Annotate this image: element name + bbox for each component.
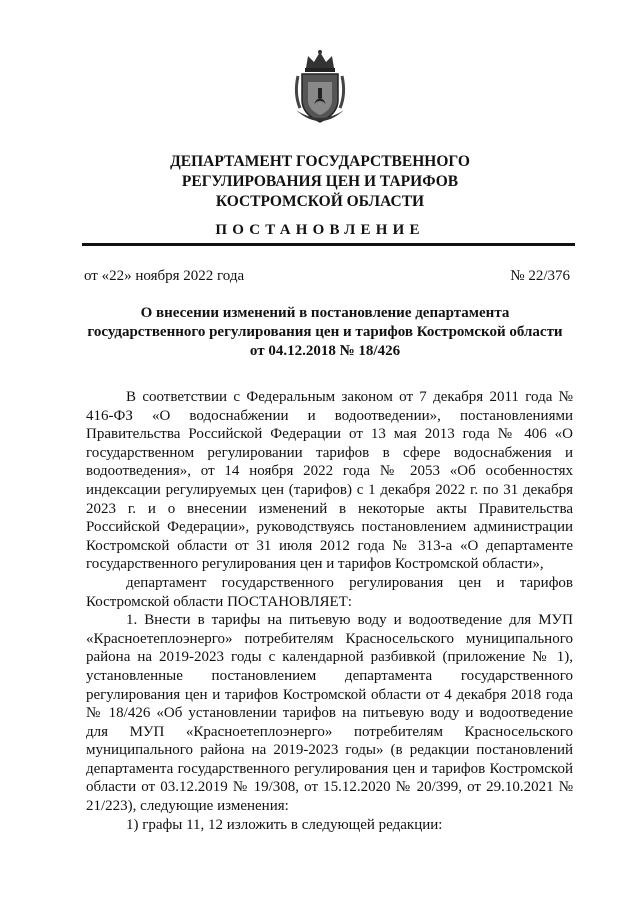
coat-of-arms-icon bbox=[292, 48, 348, 130]
header-line: РЕГУЛИРОВАНИЯ ЦЕН И ТАРИФОВ bbox=[181, 173, 459, 190]
header-line: ДЕПАРТАМЕНТ ГОСУДАРСТВЕННОГО bbox=[170, 153, 470, 170]
header-line: КОСТРОМСКОЙ ОБЛАСТИ bbox=[215, 193, 425, 210]
body-paragraph: В соответствии с Федеральным законом от 7 декабря 2011 года № 416-ФЗ «О водоснабжении и водоотведении», постановлениями Правительства Российской Федерации от 13 мая 2013 года № 406 «О государственном регулировании тарифов в сфере водоснабжения и водоотведения», от 14 ноября 2022 года № 2053 «Об особенностях индексации регулируемых цен (тарифов) с 1 декабря 2022 г. по 31 декабря 2023 г. и о внесении изменений в некоторые акты Правительства Российской Федерации», руководствуясь постановлением администрации Костромской области от 31 июля 2012 года № 313-а «О департаменте государственного регулирования цен и тарифов Костромской области», bbox=[86, 389, 573, 573]
divider bbox=[82, 243, 575, 246]
body-paragraph: 1. Внести в тарифы на питьевую воду и водоотведение для МУП «Красноетеплоэнерго» потребителям Красносельского муниципального района на 2019-2023 годы с календарной разбивкой (приложение № 1), установленные постановлением департамента государственного регулирования цен и тарифов Костромской области от 4 декабря 2018 года № 18/426 «Об установлении тарифов на питьевую воду и водоотведение для МУП «Красноетеплоэнерго» потребителям Красносельского муниципального района на 2019-2023 годы» (в редакции постановлений департамента государственного регулирования цен и тарифов Костромской области от 03.12.2019 № 19/308, от 15.12.2020 № 20/399, от 29.10.2021 № 21/223), следующие изменения: bbox=[86, 612, 573, 815]
body-paragraph: департамент государственного регулирования цен и тарифов Костромской области ПОСТАНОВЛЯЕТ: bbox=[86, 574, 573, 610]
document-date: от «22» ноября 2022 года bbox=[84, 268, 245, 284]
document-title bbox=[80, 304, 570, 361]
body-paragraph: 1) графы 11, 12 изложить в следующей редакции: bbox=[126, 816, 443, 833]
document-number: № 22/376 bbox=[510, 268, 570, 284]
title-line: государственного регулирования цен и тарифов Костромской области bbox=[87, 324, 563, 340]
department-header bbox=[0, 152, 640, 212]
document-type: ПОСТАНОВЛЕНИЕ bbox=[215, 222, 425, 238]
title-line: О внесении изменений в постановление департамента bbox=[140, 305, 510, 321]
title-line: от 04.12.2018 № 18/426 bbox=[249, 343, 401, 359]
document-body bbox=[86, 388, 573, 834]
